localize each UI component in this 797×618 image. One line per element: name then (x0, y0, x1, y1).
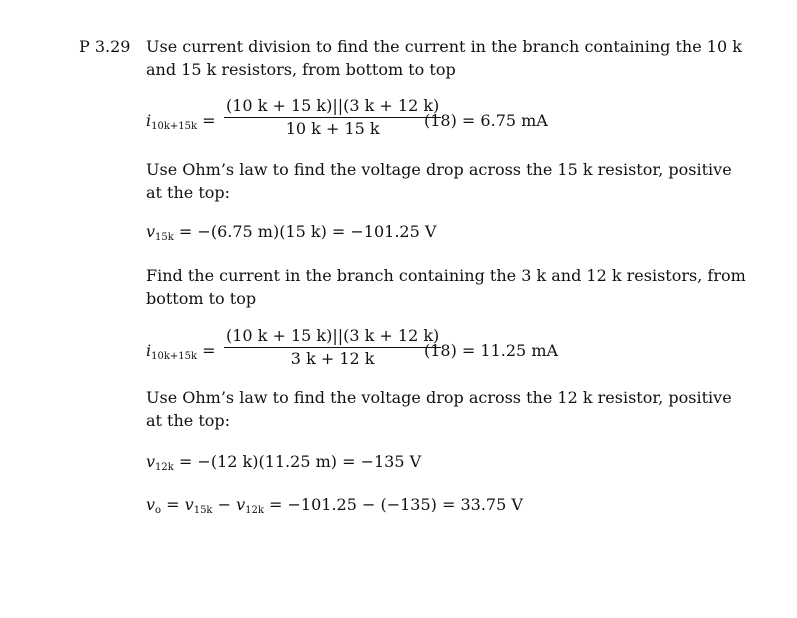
equation-v15k (146, 222, 436, 243)
find-current-paragraph: Find the current in the branch containing the 3 k and 12 k resistors, from bottom to top (146, 266, 746, 308)
intro-paragraph: Use current division to find the current in the branch containing the 10 k and 15 k resistors, from bottom to top (146, 37, 742, 79)
equals-sign: = (161, 495, 185, 514)
equation-lhs: $i_{10k+15k}$ = (146, 341, 216, 362)
fraction (224, 326, 441, 368)
equation-v12k (146, 452, 421, 473)
equation-rhs: = −(12 k)(11.25 m) = −135 V (173, 452, 422, 471)
variable: v (146, 495, 156, 514)
ohm-law-paragraph-15k: Use Ohm’s law to find the voltage drop across the 15 k resistor, positive at the top: (146, 160, 732, 202)
fraction-denominator: 3 k + 12 k (290, 349, 375, 368)
subscript: 12k (155, 462, 174, 473)
term2-subscript: 12k (245, 505, 264, 516)
variable: v (146, 452, 156, 471)
lhs-variable: i (146, 341, 152, 360)
lhs-variable: i (146, 111, 152, 130)
equation-current-3k-12k (146, 326, 566, 386)
term2-variable: v (236, 495, 246, 514)
equation-lhs: $i_{10k+15k}$ = (146, 111, 216, 132)
equation-rhs: (18) = 11.25 mA (424, 341, 559, 360)
fraction (224, 96, 441, 138)
fraction-numerator: (10 k + 15 k)||(3 k + 12 k) (224, 326, 441, 348)
lhs-subscript: 10k+15k (151, 351, 198, 362)
equation-rhs: (18) = 6.75 mA (424, 111, 548, 130)
fraction-denominator: 10 k + 15 k (285, 119, 380, 138)
equation-vo (146, 495, 523, 516)
term1-variable: v (184, 495, 194, 514)
variable: v (146, 222, 156, 241)
lhs-subscript: 10k+15k (151, 121, 198, 132)
equation-current-10k-15k (146, 96, 566, 156)
subscript: o (155, 505, 162, 516)
subscript: 15k (155, 232, 174, 243)
problem-number: P 3.29 (79, 37, 131, 56)
ohm-law-paragraph-12k: Use Ohm’s law to find the voltage drop across the 12 k resistor, positive at the top: (146, 388, 732, 430)
term1-subscript: 15k (193, 505, 213, 516)
equation-rhs: = −(6.75 m)(15 k) = −101.25 V (173, 222, 437, 241)
minus-sign: − (212, 495, 237, 514)
equation-rhs: = −101.25 − (−135) = 33.75 V (263, 495, 523, 514)
fraction-numerator: (10 k + 15 k)||(3 k + 12 k) (224, 96, 441, 118)
